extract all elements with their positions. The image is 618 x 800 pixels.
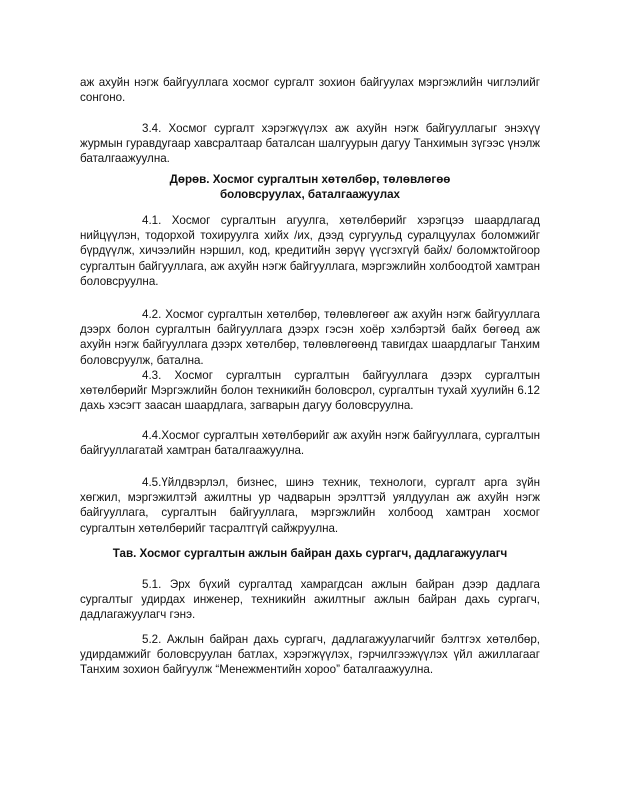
- paragraph-4-4: 4.4.Хосмог сургалтын хөтөлбөрийг аж ахуйн нэгж байгууллага, сургалтын байгууллагатай хамтран баталгаажуулна.: [80, 429, 540, 458]
- section-4-heading-line-2: боловсруулах, баталгаажуулах: [220, 188, 400, 202]
- paragraph-continuation: аж ахуйн нэгж байгууллага хосмог сургалт зохион байгуулах мэргэжлийн чиглэлийг сонгоно.: [80, 76, 540, 105]
- paragraph-4-5: 4.5.Үйлдвэрлэл, бизнес, шинэ техник, технологи, сургалт арга зүйн хөгжил, мэргэжилтэй ажилтны ур чадварын эрэлттэй уялдуулан аж ахуйн нэгж байгууллага, сургалтын байгууллага, мэргэжлийн холбоод хамтран хосмог сургалтын хөтөлбөрийг тасралтгүй сайжруулна.: [80, 476, 540, 535]
- paragraph-4-3: 4.3. Хосмог сургалтын сургалтын байгууллага дээрх сургалтын хөтөлбөрийг Мэргэжлийн болон техникийн боловсрол, сургалтын тухай хуулийн 6.12 дахь хэсэгт заасан шаардлага, загварын дагуу боловсруулна.: [80, 369, 540, 413]
- section-4-heading-line-1: Дөрөв. Хосмог сургалтын хөтөлбөр, төлөвлөгөө: [169, 173, 451, 186]
- paragraph-4-2: 4.2. Хосмог сургалтын хөтөлбөр, төлөвлөгөөг аж ахуйн нэгж байгууллага дээрх болон сургалтын байгууллага дээрх гэсэн хоёр хэлбэртэй байх бөгөөд аж ахуйн нэгж байгууллага дээрх хөтөлбөр, төлөвлөгөөнд тавигдах шаардлагыг Танхим боловсруулж, батална.: [80, 308, 540, 367]
- section-4-heading: [80, 172, 540, 202]
- paragraph-3-4: 3.4. Хосмог сургалт хэрэгжүүлэх аж ахуйн нэгж байгууллагыг энэхүү журмын гуравдугаар хавсралтаар баталсан шалгуурын дагуу Танхимын зүгээс үнэлж баталгаажуулна.: [80, 122, 540, 166]
- paragraph-5-1: 5.1. Эрх бүхий сургалтад хамрагдсан ажлын байран дээр дадлага сургалтыг удирдах инженер, техникийн ажилтныг ажлын байран дахь сургагч, дадлагажуулагч гэнэ.: [80, 578, 540, 622]
- paragraph-4-1: 4.1. Хосмог сургалтын агуулга, хөтөлбөрийг хэрэгцээ шаардлагад нийцүүлэн, тодорхой тохируулга хийх /их, дээд сургуульд суралцуулах боломжийг бүрдүүлж, хичээлийн нэршил, код, кредитийн зөрүү үүсгэхгүй байх/ боломжтойгоор сургалтын байгууллага, аж ахуйн нэгж байгууллага, мэргэжлийн холбоодтой хамтран боловсруулна.: [80, 214, 540, 288]
- section-5-heading: Тав. Хосмог сургалтын ажлын байран дахь сургагч, дадлагажуулагч: [112, 547, 508, 560]
- paragraph-5-2: 5.2. Ажлын байран дахь сургагч, дадлагажуулагчийг бэлтгэх хөтөлбөр, удирдамжийг боловсруулан батлах, хэрэгжүүлэх, гэрчилгээжүүлэх үйл ажиллагааг Танхим зохион байгуулж “Менежментийн хороо” баталгаажуулна.: [80, 633, 540, 677]
